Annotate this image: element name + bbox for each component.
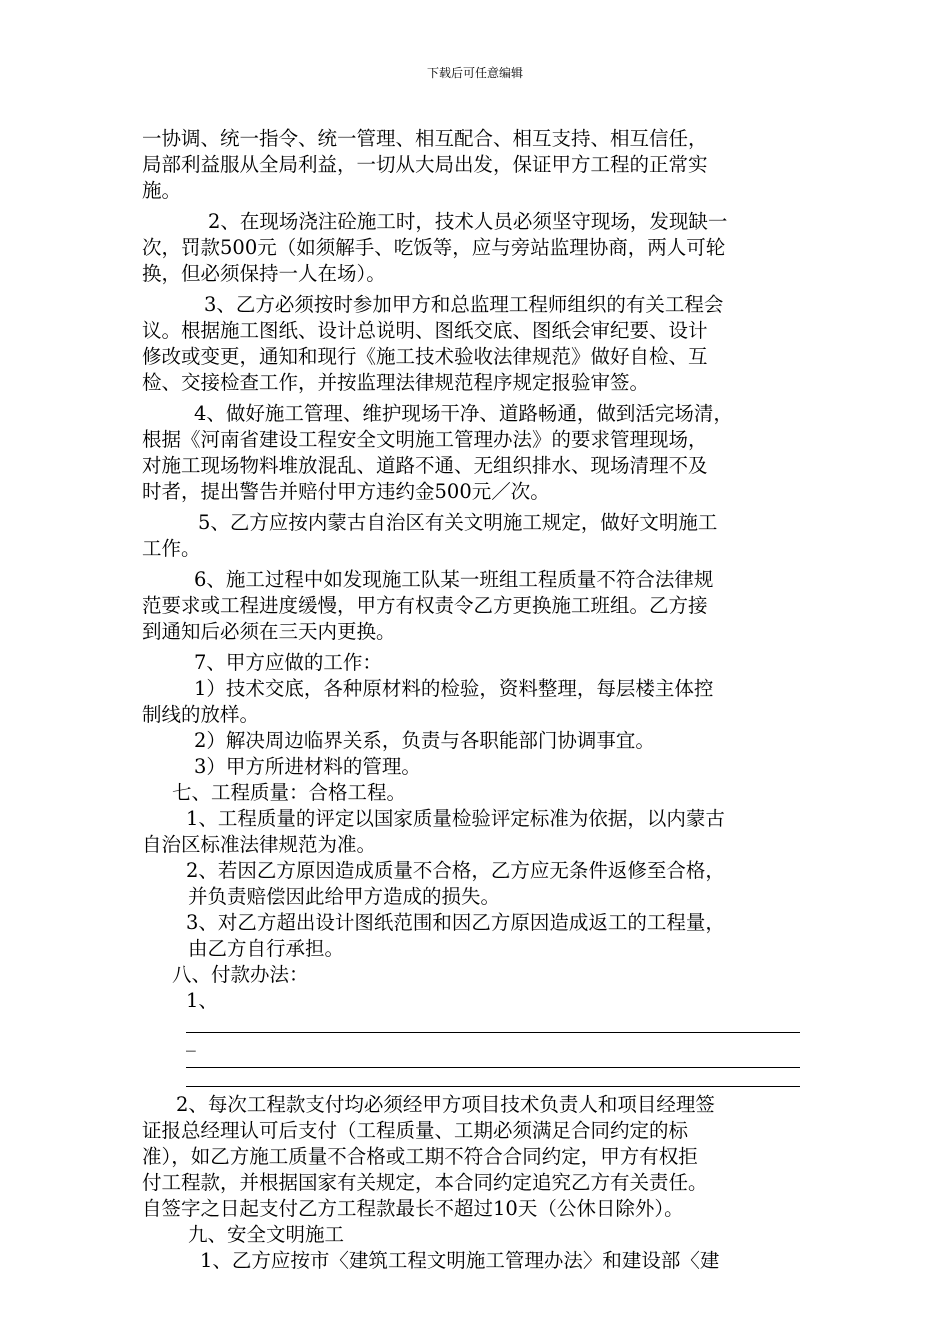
- paragraph-line: 4、做好施工管理、维护现场干净、道路畅通，做到活完场清，: [194, 402, 733, 425]
- paragraph-line: 2、在现场浇注砼施工时，技术人员必须坚守现场，发现缺一: [208, 210, 728, 233]
- paragraph-line: 3、乙方必须按时参加甲方和总监理工程师组织的有关工程会: [204, 293, 724, 316]
- paragraph-line: 5、乙方应按内蒙古自治区有关文明施工规定，做好文明施工: [198, 511, 718, 534]
- blank-underline: [186, 1070, 800, 1087]
- paragraph-line: 次，罚款500元（如须解手、吃饭等，应与旁站监理协商，两人可轮: [142, 236, 726, 259]
- paragraph-line: 2、若因乙方原因造成质量不合格，乙方应无条件返修至合格，: [186, 859, 725, 882]
- page-header: 下载后可任意编辑: [426, 66, 523, 80]
- paragraph-line: 1、: [186, 989, 218, 1012]
- paragraph-line: 对施工现场物料堆放混乱、道路不通、无组织排水、现场清理不及: [142, 454, 708, 477]
- paragraph-line: 换，但必须保持一人在场）。: [142, 262, 386, 285]
- paragraph-line: 1、乙方应按市〈建筑工程文明施工管理办法〉和建设部〈建: [200, 1249, 720, 1272]
- blank-underline: [186, 1051, 800, 1068]
- blank-dash: _: [186, 1029, 196, 1052]
- paragraph-line: 到通知后必须在三天内更换。: [142, 620, 396, 643]
- paragraph-line: 3、对乙方超出设计图纸范围和因乙方原因造成返工的工程量，: [186, 911, 725, 934]
- paragraph-line: 付工程款，并根据国家有关规定，本合同约定追究乙方有关责任。: [142, 1171, 708, 1194]
- paragraph-line: 制线的放样。: [142, 703, 260, 726]
- paragraph-line: 施。: [142, 179, 182, 202]
- paragraph-line: 并负责赔偿因此给甲方造成的损失。: [188, 885, 501, 908]
- paragraph-line: 由乙方自行承担。: [188, 937, 345, 960]
- blank-underline: [186, 1016, 800, 1033]
- section-heading: 八、付款办法：: [172, 963, 309, 986]
- paragraph-line: 议。根据施工图纸、设计总说明、图纸交底、图纸会审纪要、设计: [142, 319, 708, 342]
- paragraph-line: 3）甲方所进材料的管理。: [194, 755, 421, 778]
- paragraph-line: 自签字之日起支付乙方工程款最长不超过10天（公休日除外）。: [142, 1197, 684, 1220]
- paragraph-line: 7、甲方应做的工作：: [194, 651, 382, 674]
- section-heading: 七、工程质量：合格工程。: [172, 781, 407, 804]
- paragraph-line: 自治区标准法律规范为准。: [142, 833, 377, 856]
- document-body: [142, 126, 822, 1274]
- paragraph-line: 一协调、统一指令、统一管理、相互配合、相互支持、相互信任，: [142, 127, 708, 150]
- paragraph-line: 时者，提出警告并赔付甲方违约金500元／次。: [142, 480, 550, 503]
- paragraph-line: 证报总经理认可后支付（工程质量、工期必须满足合同约定的标: [142, 1119, 689, 1142]
- paragraph-line: 2）解决周边临界关系，负责与各职能部门协调事宜。: [194, 729, 655, 752]
- paragraph-line: 检、交接检查工作，并按监理法律规范程序规定报验审签。: [142, 371, 650, 394]
- paragraph-line: 2、每次工程款支付均必须经甲方项目技术负责人和项目经理签: [176, 1093, 715, 1116]
- paragraph-line: 局部利益服从全局利益，一切从大局出发，保证甲方工程的正常实: [142, 153, 708, 176]
- paragraph-line: 1、工程质量的评定以国家质量检验评定标准为依据，以内蒙古: [186, 807, 725, 830]
- paragraph-line: 1）技术交底，各种原材料的检验，资料整理，每层楼主体控: [194, 677, 714, 700]
- section-heading: 九、安全文明施工: [188, 1223, 345, 1246]
- paragraph-line: 工作。: [142, 537, 201, 560]
- paragraph-line: 修改或变更，通知和现行《施工技术验收法律规范》做好自检、互: [142, 345, 708, 368]
- paragraph-line: 6、施工过程中如发现施工队某一班组工程质量不符合法律规: [194, 568, 714, 591]
- paragraph-line: 准），如乙方施工质量不合格或工期不符合合同约定，甲方有权拒: [142, 1145, 698, 1168]
- paragraph-line: 范要求或工程进度缓慢，甲方有权责令乙方更换施工班组。乙方接: [142, 594, 708, 617]
- paragraph-line: 根据《河南省建设工程安全文明施工管理办法》的要求管理现场，: [142, 428, 708, 451]
